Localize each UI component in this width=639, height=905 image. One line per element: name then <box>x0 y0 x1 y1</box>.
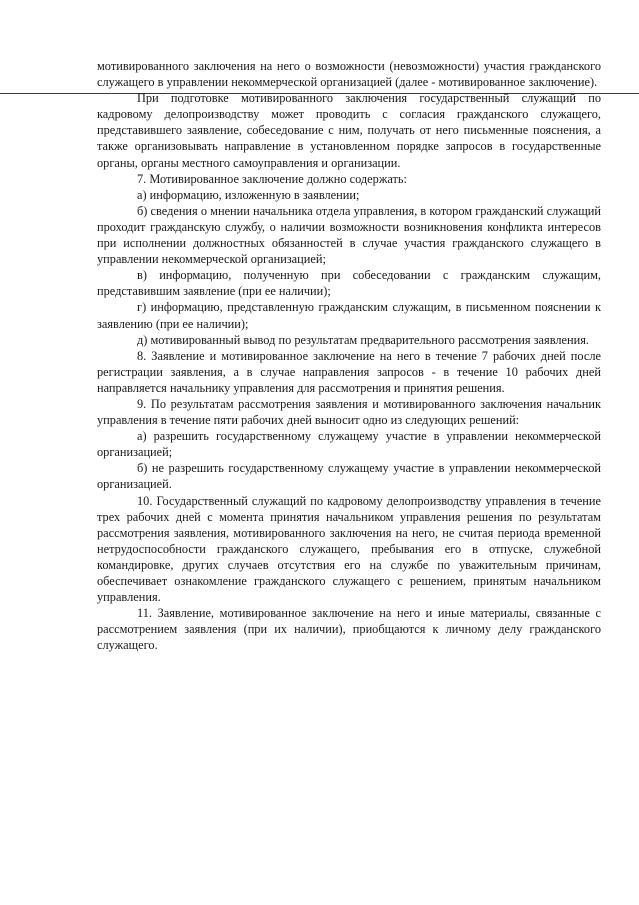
paragraph-preparation: При подготовке мотивированного заключения государственный служащий по кадровому делопроизводству может проводить с согласия гражданского служащего, представившего заявление, собеседование с ним, получать от него письменные пояснения, а также организовывать направление в установленном порядке запросов в государственные органы, органы местного самоуправления и организации. <box>97 91 601 170</box>
paragraph-item-7d: д) мотивированный вывод по результатам предварительного рассмотрения заявления. <box>137 332 589 347</box>
paragraph-item-7a: а) информацию, изложенную в заявлении; <box>137 187 360 202</box>
paragraph-item-9b: б) не разрешить государственному служащему участие в управлении некоммерческой организацией. <box>97 461 601 492</box>
paragraph-item-7v: в) информацию, полученную при собеседовании с гражданским служащим, представившим заявление (при ее наличии); <box>97 268 601 299</box>
paragraph-item-8: 8. Заявление и мотивированное заключение на него в течение 7 рабочих дней после регистрации заявления, а в случае направления запросов - в течение 10 рабочих дней направляется начальнику управления для рассмотрения и принятия решения. <box>97 348 601 395</box>
paragraph-item-10: 10. Государственный служащий по кадровому делопроизводству управления в течение трех рабочих дней с момента принятия начальником управления решения по результатам рассмотрения заявления, мотивированного заключения на него, не считая периода временной нетрудоспособности гражданского служащего, пребывания его в отпуске, служебной командировке, других случаев отсутствия его на службе по уважительным причинам, обеспечивает ознакомление гражданского служащего с решением, принятым начальником управления. <box>97 493 601 605</box>
paragraph-item-9a: а) разрешить государственному служащему участие в управлении некоммерческой организацией; <box>97 429 601 460</box>
paragraph-item-7g: г) информацию, представленную гражданским служащим, в письменном пояснении к заявлению (при ее наличии); <box>97 300 601 331</box>
paragraph-item-11: 11. Заявление, мотивированное заключение на него и иные материалы, связанные с рассмотрением заявления (при их наличии), приобщаются к личному делу гражданского служащего. <box>97 606 601 653</box>
paragraph-item-7b: б) сведения о мнении начальника отдела управления, в котором гражданский служащий проходит гражданскую службу, о наличии возможности возникновения конфликта интересов при исполнении должностных обязанностей в случае участия гражданского служащего в управлении некоммерческой организацией; <box>97 203 601 267</box>
paragraph-continuation: мотивированного заключения на него о возможности (невозможности) участия гражданского служащего в управлении некоммерческой организацией (далее - мотивированное заключение). <box>97 59 601 90</box>
paragraph-item-9: 9. По результатам рассмотрения заявления и мотивированного заключения начальник управления в течение пяти рабочих дней выносит одно из следующих решений: <box>97 396 601 428</box>
document-body <box>97 58 601 653</box>
paragraph-item-7: 7. Мотивированное заключение должно содержать: <box>137 171 407 186</box>
